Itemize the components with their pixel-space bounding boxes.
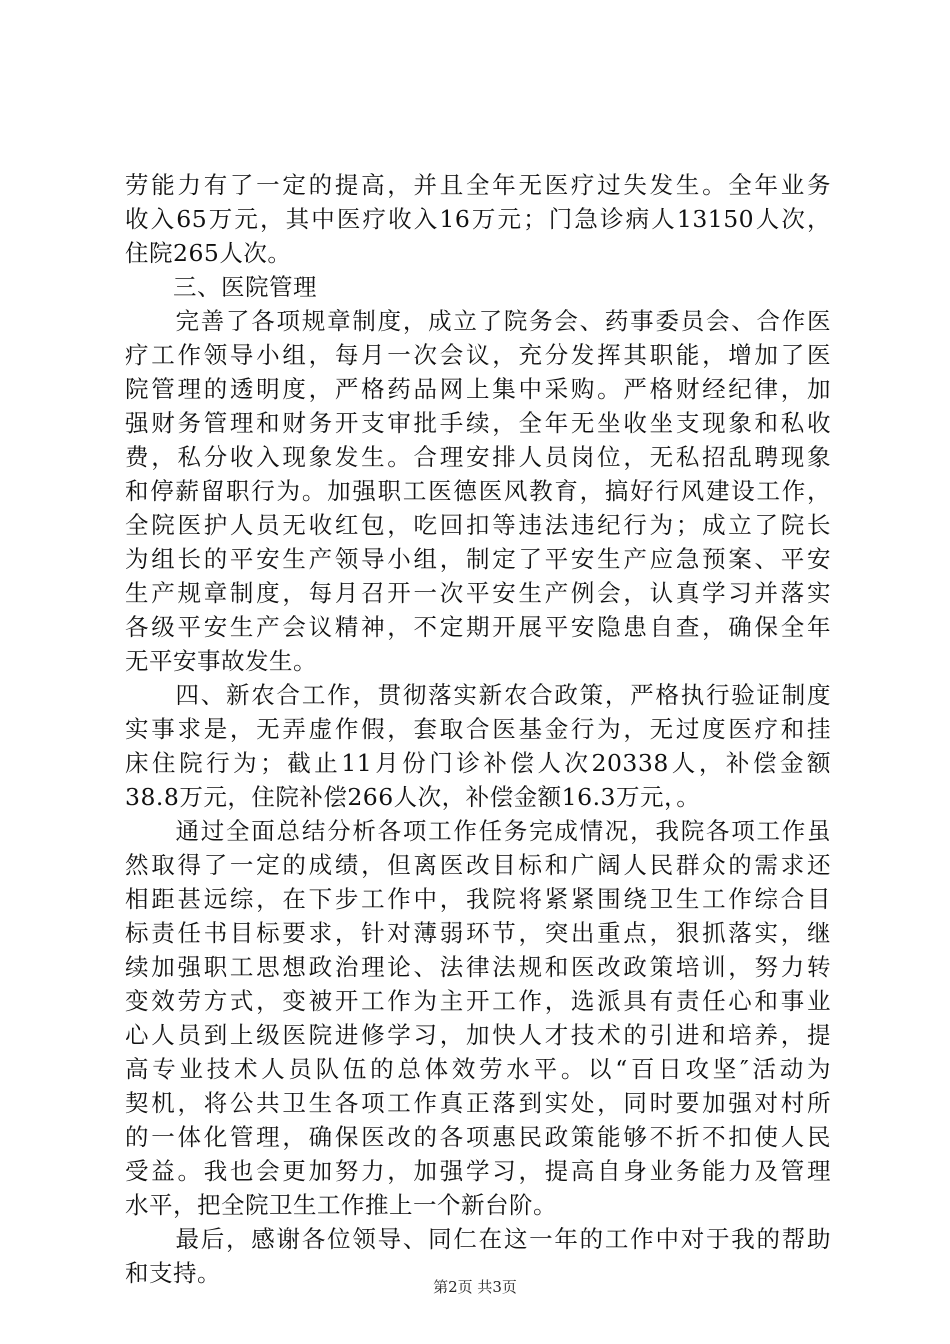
paragraph (125, 678, 831, 814)
text-line: 收入65万元，其中医疗收入16万元；门急诊病人13150人次， (125, 205, 831, 233)
text-line: 标责任书目标要求，针对薄弱环节，突出重点，狠抓落实，继 (125, 919, 831, 947)
text-line: 然取得了一定的成绩，但离医改目标和广阔人民群众的需求还 (125, 851, 831, 879)
text-line: 三、医院管理 (125, 273, 317, 301)
text-line: 契机，将公共卫生各项工作真正落到实处，同时要加强对村所 (125, 1089, 831, 1117)
text-line: 最后，感谢各位领导、同仁在这一年的工作中对于我的帮助 (125, 1225, 831, 1253)
text-line: 强财务管理和财务开支审批手续，全年无坐收坐支现象和私收 (125, 409, 831, 437)
text-line: 和支持。 (125, 1259, 221, 1287)
text-line: 心人员到上级医院进修学习，加快人才技术的引进和培养，提 (125, 1021, 831, 1049)
paragraph (125, 270, 831, 304)
text-line: 床住院行为；截止11月份门诊补偿人次20338人，补偿金额 (125, 749, 831, 777)
text-line: 通过全面总结分析各项工作任务完成情况，我院各项工作虽 (125, 817, 831, 845)
paragraph (125, 304, 831, 678)
text-line: 院管理的透明度，严格药品网上集中采购。严格财经纪律，加 (125, 375, 831, 403)
text-line: 续加强职工思想政治理论、法律法规和医改政策培训，努力转 (125, 953, 831, 981)
text-line: 变效劳方式，变被开工作为主开工作，选派具有责任心和事业 (125, 987, 831, 1015)
paragraph (125, 168, 831, 270)
text-line: 劳能力有了一定的提高，并且全年无医疗过失发生。全年业务 (125, 171, 831, 199)
text-line: 住院265人次。 (125, 239, 292, 267)
document-body (125, 168, 831, 1290)
text-line: 相距甚远综，在下步工作中，我院将紧紧围绕卫生工作综合目 (125, 885, 831, 913)
text-line: 各级平安生产会议精神，不定期开展平安隐患自查，确保全年 (125, 613, 831, 641)
text-line: 全院医护人员无收红包，吃回扣等违法违纪行为；成立了院长 (125, 511, 831, 539)
text-line: 38.8万元，住院补偿266人次，补偿金额16.3万元，。 (125, 783, 701, 811)
text-line: 和停薪留职行为。加强职工医德医风教育，搞好行风建设工作， (125, 477, 831, 505)
text-line: 无平安事故发生。 (125, 647, 317, 675)
page-footer: 第2页 共3页 (433, 1278, 517, 1296)
text-line: 受益。我也会更加努力，加强学习，提高自身业务能力及管理 (125, 1157, 831, 1185)
text-line: 水平，把全院卫生工作推上一个新台阶。 (125, 1191, 557, 1219)
text-line: 为组长的平安生产领导小组，制定了平安生产应急预案、平安 (125, 545, 831, 573)
text-line: 完善了各项规章制度，成立了院务会、药事委员会、合作医 (125, 307, 831, 335)
text-line: 实事求是，无弄虚作假，套取合医基金行为，无过度医疗和挂 (125, 715, 831, 743)
text-line: 高专业技术人员队伍的总体效劳水平。以“百日攻坚″活动为 (125, 1055, 831, 1083)
text-line: 四、新农合工作，贯彻落实新农合政策，严格执行验证制度 (125, 681, 831, 709)
text-line: 费，私分收入现象发生。合理安排人员岗位，无私招乱聘现象 (125, 443, 831, 471)
text-line: 生产规章制度，每月召开一次平安生产例会，认真学习并落实 (125, 579, 831, 607)
text-line: 疗工作领导小组，每月一次会议，充分发挥其职能，增加了医 (125, 341, 831, 369)
text-line: 的一体化管理，确保医改的各项惠民政策能够不折不扣使人民 (125, 1123, 831, 1151)
paragraph (125, 814, 831, 1222)
